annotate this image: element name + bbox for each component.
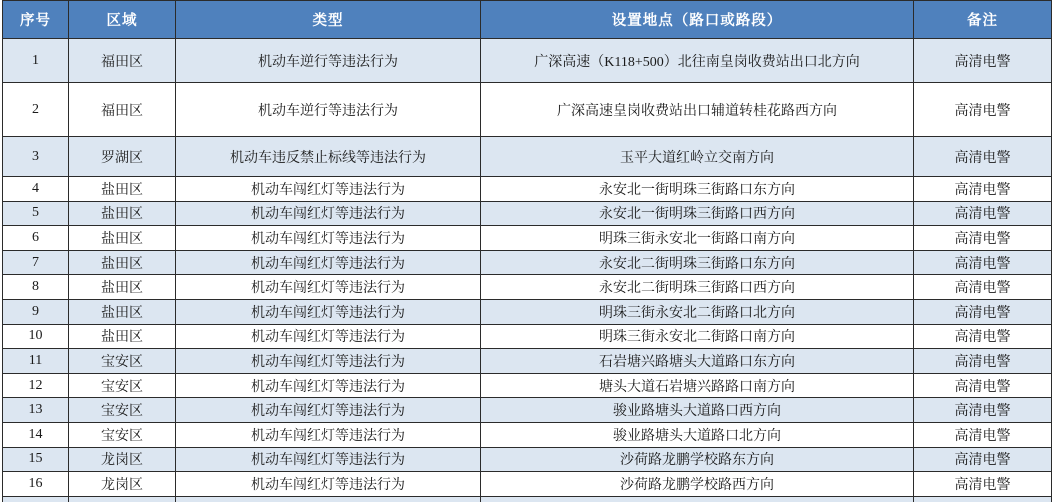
header-cell-type[interactable]: 类型 (176, 1, 481, 39)
cell-location[interactable]: 骏业路塘头大道路口北方向 (481, 422, 914, 447)
table-row (3, 472, 1052, 497)
cell-seq[interactable]: 15 (3, 447, 69, 472)
cell-remark[interactable] (914, 496, 1052, 502)
cell-seq[interactable]: 13 (3, 398, 69, 423)
table-row (3, 226, 1052, 251)
cell-remark[interactable]: 高清电警 (914, 324, 1052, 349)
cell-type[interactable] (176, 496, 481, 502)
cell-remark[interactable]: 高清电警 (914, 250, 1052, 275)
cell-remark[interactable]: 高清电警 (914, 201, 1052, 226)
table-row-partial (3, 496, 1052, 502)
cell-remark[interactable]: 高清电警 (914, 398, 1052, 423)
cell-seq[interactable]: 4 (3, 177, 69, 202)
table-row (3, 373, 1052, 398)
cell-seq[interactable]: 9 (3, 299, 69, 324)
cell-location[interactable]: 永安北一街明珠三街路口东方向 (481, 177, 914, 202)
cell-remark[interactable]: 高清电警 (914, 447, 1052, 472)
cell-type[interactable]: 机动车闯红灯等违法行为 (176, 422, 481, 447)
cell-seq[interactable] (3, 496, 69, 502)
cell-type[interactable]: 机动车违反禁止标线等违法行为 (176, 137, 481, 177)
table-row (3, 349, 1052, 374)
table-row (3, 137, 1052, 177)
table-body-partial (3, 496, 1052, 502)
cell-remark[interactable]: 高清电警 (914, 226, 1052, 251)
cell-district[interactable]: 宝安区 (69, 349, 176, 374)
cell-seq[interactable]: 5 (3, 201, 69, 226)
cell-seq[interactable]: 11 (3, 349, 69, 374)
cell-location[interactable]: 石岩塘兴路塘头大道路口东方向 (481, 349, 914, 374)
table-row (3, 324, 1052, 349)
table-row (3, 398, 1052, 423)
cell-location[interactable]: 明珠三街永安北一街路口南方向 (481, 226, 914, 251)
header-row (3, 1, 1052, 39)
cell-type[interactable]: 机动车闯红灯等违法行为 (176, 349, 481, 374)
cell-location[interactable]: 沙荷路龙鹏学校路东方向 (481, 447, 914, 472)
cell-district[interactable]: 福田区 (69, 39, 176, 83)
violation-camera-table (2, 0, 1052, 502)
cell-remark[interactable]: 高清电警 (914, 422, 1052, 447)
cell-type[interactable]: 机动车闯红灯等违法行为 (176, 299, 481, 324)
cell-type[interactable]: 机动车闯红灯等违法行为 (176, 472, 481, 497)
cell-district[interactable]: 福田区 (69, 83, 176, 137)
cell-district[interactable]: 宝安区 (69, 422, 176, 447)
table-row (3, 177, 1052, 202)
header-cell-seq[interactable]: 序号 (3, 1, 69, 39)
cell-seq[interactable]: 8 (3, 275, 69, 300)
table-row (3, 83, 1052, 137)
cell-location[interactable]: 沙荷路龙鹏学校路西方向 (481, 472, 914, 497)
cell-location[interactable]: 玉平大道红岭立交南方向 (481, 137, 914, 177)
header-cell-remark[interactable]: 备注 (914, 1, 1052, 39)
cell-district[interactable]: 盐田区 (69, 201, 176, 226)
cell-remark[interactable]: 高清电警 (914, 177, 1052, 202)
cell-type[interactable]: 机动车逆行等违法行为 (176, 39, 481, 83)
cell-location[interactable]: 永安北一街明珠三街路口西方向 (481, 201, 914, 226)
cell-location[interactable]: 塘头大道石岩塘兴路路口南方向 (481, 373, 914, 398)
cell-seq[interactable]: 14 (3, 422, 69, 447)
cell-location[interactable]: 广深高速（K118+500）北往南皇岗收费站出口北方向 (481, 39, 914, 83)
cell-type[interactable]: 机动车闯红灯等违法行为 (176, 398, 481, 423)
cell-type[interactable]: 机动车逆行等违法行为 (176, 83, 481, 137)
cell-district[interactable]: 盐田区 (69, 299, 176, 324)
cell-type[interactable]: 机动车闯红灯等违法行为 (176, 373, 481, 398)
cell-type[interactable]: 机动车闯红灯等违法行为 (176, 177, 481, 202)
cell-seq[interactable]: 12 (3, 373, 69, 398)
cell-location[interactable]: 永安北二街明珠三街路口东方向 (481, 250, 914, 275)
cell-type[interactable]: 机动车闯红灯等违法行为 (176, 447, 481, 472)
cell-remark[interactable]: 高清电警 (914, 349, 1052, 374)
cell-remark[interactable]: 高清电警 (914, 472, 1052, 497)
table-row (3, 275, 1052, 300)
cell-district[interactable]: 盐田区 (69, 324, 176, 349)
cell-remark[interactable]: 高清电警 (914, 39, 1052, 83)
cell-district[interactable]: 盐田区 (69, 275, 176, 300)
cell-district[interactable]: 罗湖区 (69, 137, 176, 177)
cell-district[interactable]: 盐田区 (69, 226, 176, 251)
cell-type[interactable]: 机动车闯红灯等违法行为 (176, 201, 481, 226)
cell-district[interactable]: 宝安区 (69, 398, 176, 423)
cell-seq[interactable]: 7 (3, 250, 69, 275)
cell-remark[interactable]: 高清电警 (914, 299, 1052, 324)
table-row (3, 422, 1052, 447)
table-row (3, 201, 1052, 226)
cell-seq[interactable]: 2 (3, 83, 69, 137)
cell-type[interactable]: 机动车闯红灯等违法行为 (176, 226, 481, 251)
cell-district[interactable] (69, 496, 176, 502)
cell-remark[interactable]: 高清电警 (914, 275, 1052, 300)
table-header (3, 1, 1052, 39)
cell-seq[interactable]: 6 (3, 226, 69, 251)
table-body (3, 39, 1052, 497)
table-row (3, 39, 1052, 83)
cell-district[interactable]: 龙岗区 (69, 447, 176, 472)
cell-location[interactable]: 明珠三街永安北二街路口北方向 (481, 299, 914, 324)
header-cell-district[interactable]: 区域 (69, 1, 176, 39)
table-row (3, 299, 1052, 324)
cell-type[interactable]: 机动车闯红灯等违法行为 (176, 275, 481, 300)
cell-location[interactable]: 永安北二街明珠三街路口西方向 (481, 275, 914, 300)
cell-type[interactable]: 机动车闯红灯等违法行为 (176, 250, 481, 275)
header-cell-location[interactable]: 设置地点（路口或路段） (481, 1, 914, 39)
cell-type[interactable]: 机动车闯红灯等违法行为 (176, 324, 481, 349)
cell-district[interactable]: 盐田区 (69, 250, 176, 275)
cell-seq[interactable]: 16 (3, 472, 69, 497)
cell-remark[interactable]: 高清电警 (914, 137, 1052, 177)
table-row (3, 447, 1052, 472)
cell-district[interactable]: 宝安区 (69, 373, 176, 398)
cell-district[interactable]: 盐田区 (69, 177, 176, 202)
table-row (3, 250, 1052, 275)
cell-remark[interactable]: 高清电警 (914, 373, 1052, 398)
cell-location[interactable]: 骏业路塘头大道路口西方向 (481, 398, 914, 423)
cell-seq[interactable]: 3 (3, 137, 69, 177)
cell-location[interactable] (481, 496, 914, 502)
cell-remark[interactable]: 高清电警 (914, 83, 1052, 137)
cell-district[interactable]: 龙岗区 (69, 472, 176, 497)
cell-location[interactable]: 广深高速皇岗收费站出口辅道转桂花路西方向 (481, 83, 914, 137)
cell-location[interactable]: 明珠三街永安北二街路口南方向 (481, 324, 914, 349)
cell-seq[interactable]: 10 (3, 324, 69, 349)
cell-seq[interactable]: 1 (3, 39, 69, 83)
